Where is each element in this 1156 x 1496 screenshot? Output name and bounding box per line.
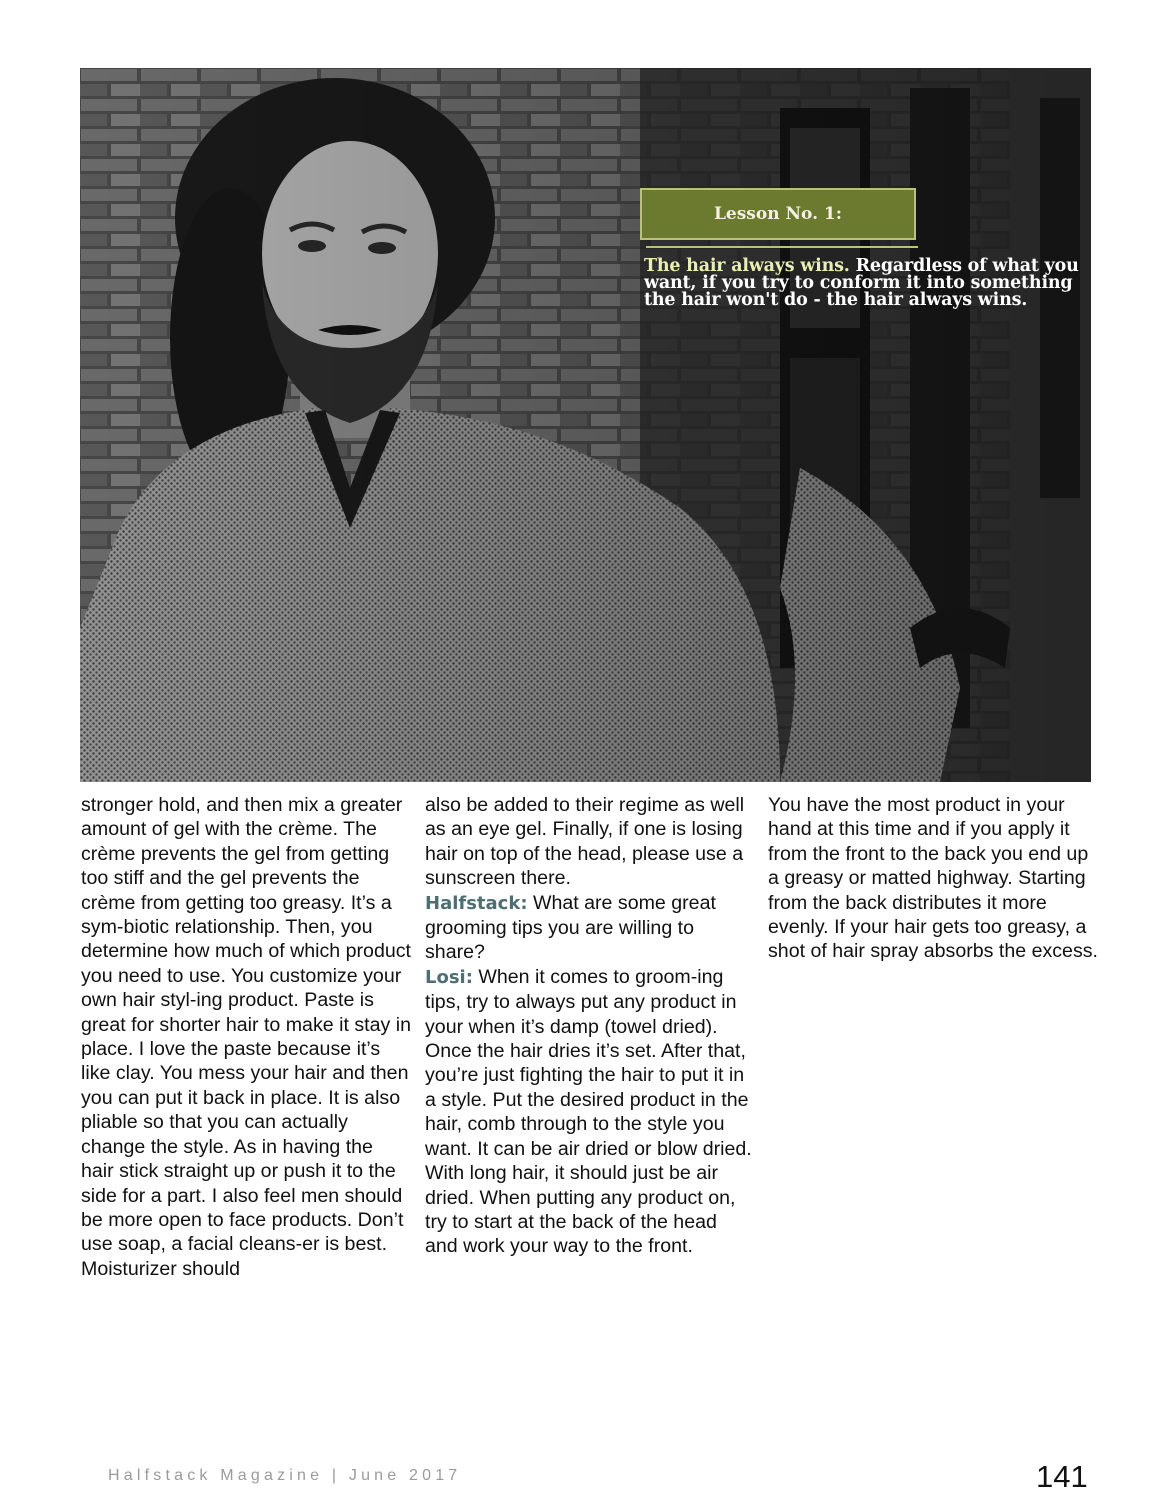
column-3-text: You have the most product in your hand at this time and if you apply it from the front to the back you end up a greasy or matted highway. Starting from the back distributes it more evenly. If your hair gets too greasy, a shot of hair spray absorbs the excess. (768, 794, 1098, 963)
article-column-3 (768, 793, 1098, 964)
lesson-quote (644, 258, 1079, 309)
page-number: 141 (1036, 1459, 1088, 1494)
lesson-label: Lesson No. 1: (713, 204, 843, 224)
lesson-label-box (640, 188, 916, 240)
interview-answer (425, 965, 755, 1259)
speaker-halfstack: Halfstack: (425, 892, 528, 914)
portrait-illustration (80, 68, 1091, 782)
answer-text: When it comes to groom-ing tips, try to always put any product in your when it’s damp (towel dried). Once the hair dries it’s set. After that, you’re just fighting the hair to put it in a style. Put the desired product in the hair, comb through to the style you want. It can be air dried or blow dried. With long hair, it should just be air dried. When putting any product on, try to start at the back of the head and work your way to the front. (425, 965, 752, 1258)
lesson-divider (646, 246, 918, 248)
question-text: What are some great grooming tips you are willing to share? (425, 891, 716, 964)
article-column-2 (425, 793, 755, 1259)
footer-publication: Halfstack Magazine | June 2017 (108, 1467, 462, 1484)
lesson-quote-highlight: The hair always wins. (644, 256, 850, 276)
article-column-1 (81, 793, 411, 1281)
hero-photo (80, 68, 1091, 782)
interview-question (425, 891, 755, 965)
column-2-intro: also be added to their regime as well as an eye gel. Finally, if one is losing hair on top of the head, please use a sunscreen there. (425, 794, 745, 890)
lesson-quote-rest: Regardless of what you want, if you try to conform it into something the hair won't do - the hair always wins. (644, 256, 1079, 310)
column-1-text: stronger hold, and then mix a greater amount of gel with the crème. The crème prevents the gel from getting too stiff and the gel prevents the crème from getting too greasy. It’s a sym-biotic relationship. Then, you determine how much of which product you need to use. You customize your own hair styl-ing product. Paste is great for shorter hair to make it stay in place. I love the paste because it’s like clay. You mess your hair and then you can put it back in place. It is also pliable so that you can actually change the style. As in having the hair stick straight up or push it to the side for a part. I also feel men should be more open to face products. Don’t use soap, a facial cleans-er is best. Moisturizer should (81, 794, 411, 1280)
speaker-losi: Losi: (425, 966, 473, 988)
